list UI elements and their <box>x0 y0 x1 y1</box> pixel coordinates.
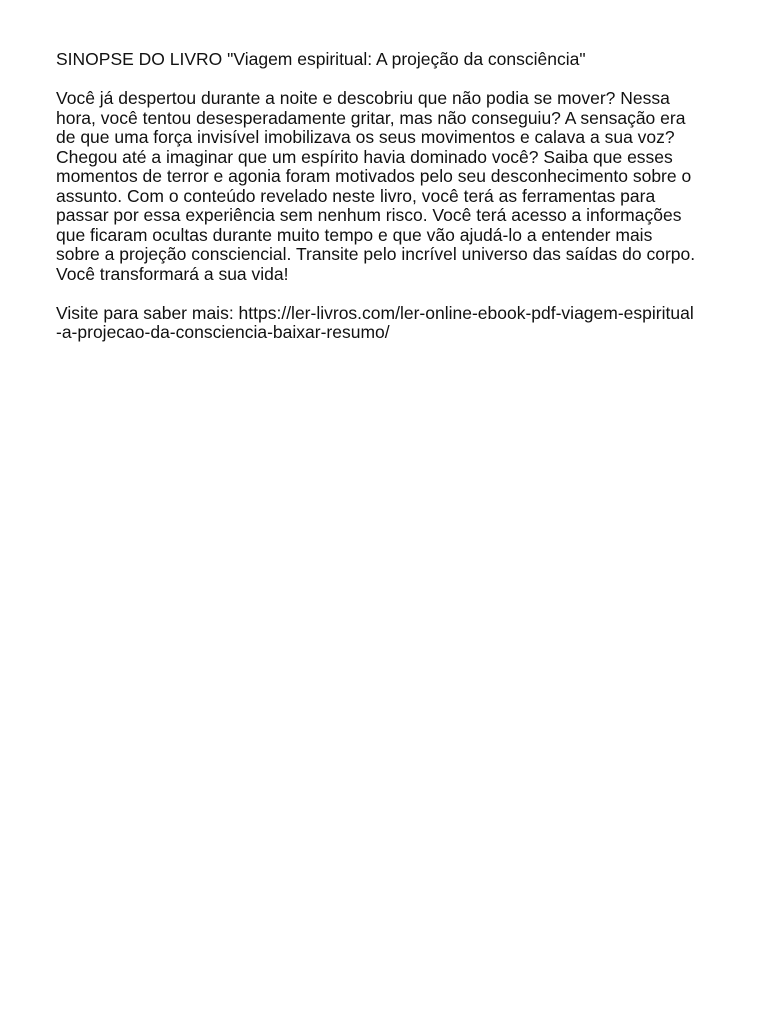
document-title <box>56 50 714 70</box>
synopsis-line: Chegou até a imaginar que um espírito havia dominado você? Saiba que esses <box>56 146 673 167</box>
synopsis-line: assunto. Com o conteúdo revelado neste livro, você terá as ferramentas para <box>56 185 656 206</box>
synopsis-line: sobre a projeção consciencial. Transite pelo incrível universo das saídas do corpo. <box>56 244 696 264</box>
visit-link-line[interactable]: -a-projecao-da-consciencia-baixar-resumo/ <box>56 322 390 342</box>
visit-link-line[interactable]: Visite para saber mais: https://ler-livros.com/ler-online-ebook-pdf-viagem-espiritual <box>56 302 694 323</box>
synopsis-line: que ficaram ocultas durante muito tempo e que vão ajudá-lo a entender mais <box>56 224 653 245</box>
synopsis-line: passar por essa experiência sem nenhum risco. Você terá acesso a informações <box>56 205 682 225</box>
synopsis-line: Você já despertou durante a noite e descobriu que não podia se mover? Nessa <box>56 88 670 108</box>
synopsis-paragraph <box>56 89 714 284</box>
synopsis-line: hora, você tentou desesperadamente gritar, mas não conseguiu? A sensação era <box>56 107 686 128</box>
visit-link-paragraph[interactable] <box>56 304 714 343</box>
synopsis-line: momentos de terror e agonia foram motivados pelo seu desconhecimento sobre o <box>56 166 692 186</box>
synopsis-line: de que uma força invisível imobilizava os seus movimentos e calava a sua voz? <box>56 127 675 147</box>
title-line: SINOPSE DO LIVRO "Viagem espiritual: A projeção da consciência" <box>56 49 586 69</box>
synopsis-line: Você transformará a sua vida! <box>56 263 289 284</box>
